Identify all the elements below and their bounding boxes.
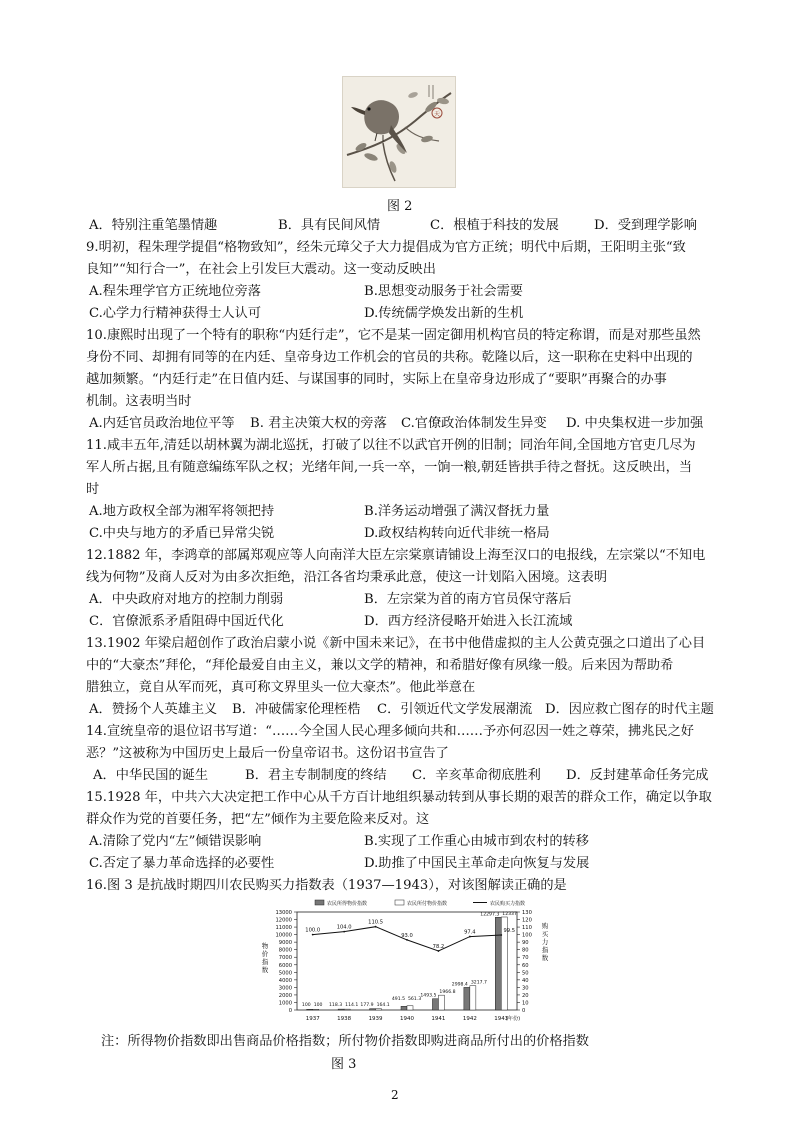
x-axis-tick-label: 1937 — [305, 1016, 320, 1022]
bar-label-paid: 12337 — [502, 911, 517, 917]
right-axis-tick-label: 100 — [522, 932, 532, 939]
question-13-stem-line-2: 中的“大豪杰”拜伦，“拜伦最爱自由主义，兼以文学的精神，和希腊好像有夙缘一般。后来因为帮助希 — [86, 658, 674, 673]
question-14-option-a: A．中华民国的诞生 — [93, 768, 209, 783]
line-point-purchasing-power — [469, 936, 471, 938]
right-axis-tick-label: 30 — [522, 985, 529, 992]
bar-paid-price-index — [438, 995, 444, 1010]
bar-received-price-index — [464, 987, 470, 1010]
question-12-stem-line-2: 线为何物”及商人反对为由多次拒绝，沿江各省均秉承此意，使这一计划陷入困境。这表明 — [86, 570, 608, 585]
line-point-label: 78.2 — [432, 944, 445, 951]
line-point-label: 99.5 — [503, 927, 516, 934]
right-axis-tick-label: 0 — [522, 1008, 526, 1014]
bird-on-branch-illustration — [343, 77, 455, 187]
right-axis-tick-label: 50 — [522, 970, 529, 977]
bar-received-price-index — [495, 917, 501, 1010]
question-10-stem-line-3: 越加频繁。“内廷行走”在日值内廷、与谋国事的同时，实际上在皇帝身边形成了“要职”再聚合的办事 — [86, 372, 667, 387]
right-axis-title-char: 力 — [541, 938, 549, 946]
question-9-stem-line-1: 9.明初，程朱理学提倡“格物致知”，经朱元璋父子大力提倡成为官方正统；明代中后期，王阳明主张“致 — [86, 240, 686, 255]
bar-paid-price-index — [376, 1009, 382, 1010]
right-axis-tick-label: 60 — [522, 962, 529, 969]
bar-label-received: 1493.5 — [420, 993, 437, 999]
legend-label-power: 农民购买力指数 — [490, 901, 526, 907]
question-12-option-c: C．官僚派系矛盾阻碍中国近代化 — [89, 614, 284, 629]
bar-received-price-index — [432, 999, 438, 1010]
question-13-stem-line-1: 13.1902 年梁启超创作了政治启蒙小说《新中国未来记》，在书中他借虚拟的主人公黄克强之口道出了心目 — [86, 636, 706, 651]
left-axis-tick-label: 2000 — [278, 992, 292, 999]
question-13-stem-line-3: 腊独立，竟自从军而死，真可称文界里头一位大豪杰”。他此举意在 — [86, 680, 476, 695]
question-15-option-c: C.否定了暴力革命选择的必要性 — [89, 856, 275, 871]
legend-swatch-received — [315, 900, 324, 905]
figure-3-chart — [255, 898, 555, 1026]
question-12-stem-line-1: 12.1882 年，李鸿章的部属郑观应等人向南洋大臣左宗棠禀请铺设上海至汉口的电报线，左宗棠以“不知电 — [86, 548, 706, 563]
question-15-stem-line-2: 群众作为党的首要任务，把“左”倾作为主要危险来反对。这 — [86, 812, 430, 827]
question-10-stem-line-4: 机制。这表明当时 — [86, 394, 192, 409]
question-14-stem-line-1: 14.宣统皇帝的退位诏书写道：“……今全国人民心理多倾向共和……予亦何忍因一姓之尊荣，拂兆民之好 — [86, 724, 694, 739]
left-axis-tick-label: 8000 — [278, 947, 292, 954]
left-axis-tick-label: 5000 — [278, 970, 292, 977]
right-axis-tick-label: 70 — [522, 955, 529, 962]
bar-label-paid: 1966.8 — [439, 990, 456, 996]
left-axis-title-char: 指 — [261, 958, 269, 966]
right-axis-title-char: 购 — [541, 922, 549, 930]
right-axis-tick-label: 90 — [522, 940, 529, 947]
bar-label-paid: 114.1 — [345, 1003, 359, 1008]
left-axis-tick-label: 4000 — [278, 977, 292, 984]
line-point-purchasing-power — [375, 926, 377, 928]
bar-paid-price-index — [407, 1006, 413, 1010]
left-axis-tick-label: 12000 — [275, 917, 292, 924]
right-axis-tick-label: 80 — [522, 947, 529, 954]
left-axis-tick-label: 9000 — [278, 940, 292, 947]
purchasing-power-chart-svg — [255, 898, 555, 1026]
left-axis-tick-label: 1000 — [278, 1000, 292, 1007]
left-axis-tick-label: 13000 — [275, 910, 292, 916]
left-axis-title-char: 数 — [261, 966, 269, 974]
left-axis-tick-label: 0 — [288, 1008, 292, 1014]
bar-label-received: 2998.4 — [451, 982, 468, 988]
right-axis-tick-label: 120 — [522, 917, 532, 924]
x-axis-tick-label: 1940 — [400, 1016, 414, 1022]
question-9-option-a: A.程朱理学官方正统地位旁落 — [89, 284, 261, 299]
question-13-option-a: A．赞扬个人英雄主义 — [89, 702, 218, 717]
question-14-option-b: B．君主专制制度的终结 — [245, 768, 387, 783]
bar-label-received: 177.9 — [360, 1003, 374, 1008]
left-axis-tick-label: 10000 — [275, 932, 292, 939]
bar-paid-price-index — [344, 1009, 350, 1010]
question-12-option-a: A．中央政府对地方的控制力削弱 — [89, 592, 284, 607]
right-axis-title-char: 数 — [541, 954, 549, 962]
line-point-label: 93.0 — [401, 932, 413, 939]
bar-label-received: 491.5 — [391, 997, 405, 1002]
left-axis-title-char: 物 — [261, 942, 269, 950]
x-axis-tick-label: 1938 — [337, 1016, 352, 1022]
bar-received-price-index — [401, 1006, 407, 1010]
question-11-option-c: C.中央与地方的矛盾已异常尖锐 — [89, 526, 275, 541]
question-12-option-d: D．西方经济侵略开始进入长江流域 — [364, 614, 573, 629]
line-point-purchasing-power — [406, 939, 408, 941]
x-axis-tick-label: 1943 — [494, 1016, 509, 1022]
question-9-option-c: C.心学力行精神获得士人认可 — [89, 306, 262, 321]
question-11-option-a: A.地方政权全部为湘军将领把持 — [89, 504, 275, 519]
question-15-option-a: A.清除了党内“左”倾错误影响 — [89, 834, 262, 849]
bird-painting-image — [342, 76, 456, 188]
bar-received-price-index — [370, 1009, 376, 1010]
bar-label-received: 100 — [301, 1003, 311, 1008]
question-10-option-a: A.内廷官员政治地位平等 — [89, 416, 235, 431]
x-axis-unit-label: (年份) — [505, 1016, 521, 1022]
question-9-stem-line-2: 良知”“知行合一”，在社会上引发巨大震动。这一变动反映出 — [86, 262, 436, 277]
bar-label-paid: 561.3 — [408, 997, 422, 1002]
question-11-option-b: B.洋务运动增强了满汉督抚力量 — [364, 504, 550, 519]
bar-received-price-index — [338, 1009, 344, 1010]
question-11-option-d: D.政权结构转向近代非统一格局 — [364, 526, 550, 541]
bar-label-received: 12297.3 — [480, 912, 500, 918]
legend-label-received: 农民所得物价指数 — [327, 901, 368, 907]
question-15-option-b: B.实现了工作重心由城市到农村的转移 — [364, 834, 589, 849]
painting-seal: 天 — [433, 111, 441, 118]
x-axis-tick-label: 1942 — [462, 1016, 477, 1022]
q8-option-a: A．特别注重笔墨情趣 — [89, 218, 218, 233]
right-axis-title-char: 指 — [541, 946, 549, 954]
question-13-option-d: D．因应救亡图存的时代主题 — [545, 702, 714, 717]
bar-label-paid: 3217.7 — [470, 980, 487, 986]
bar-received-price-index — [307, 1009, 313, 1010]
bar-label-paid: 100 — [313, 1003, 323, 1008]
q8-option-d: D．受到理学影响 — [594, 218, 697, 233]
question-14-option-d: D．反封建革命任务完成 — [566, 768, 709, 783]
line-point-label: 110.5 — [368, 919, 384, 926]
question-15-option-d: D.助推了中国民主革命走向恢复与发展 — [364, 856, 590, 871]
x-axis-tick-label: 1939 — [368, 1016, 383, 1022]
line-point-purchasing-power — [500, 934, 502, 936]
chart-plot-frame — [297, 912, 517, 1010]
question-9-option-b: B.思想变动服务于社会需要 — [364, 284, 523, 299]
question-11-stem-line-1: 11.咸丰五年,清廷以胡林翼为湖北巡抚，打破了以往不以武官开例的旧制；同治年间,全国地方官吏几尽为 — [86, 438, 696, 453]
line-point-label: 97.4 — [464, 929, 476, 936]
line-point-purchasing-power — [312, 934, 314, 936]
q8-option-b: B．具有民间风情 — [278, 218, 381, 233]
legend-swatch-paid — [395, 900, 404, 905]
question-10-option-b: B. 君主决策大权的旁落 — [250, 416, 387, 431]
figure-2-caption: 图 2 — [387, 199, 413, 214]
legend-label-paid: 农民所付物价指数 — [407, 901, 448, 907]
question-11-stem-line-3: 时 — [86, 482, 100, 497]
bar-label-received: 118.3 — [328, 1003, 343, 1008]
right-axis-tick-label: 110 — [522, 925, 532, 932]
figure-3-caption: 图 3 — [331, 1057, 357, 1072]
question-13-option-c: C．引领近代文学发展潮流 — [377, 702, 533, 717]
left-axis-tick-label: 11000 — [275, 925, 292, 932]
bar-paid-price-index — [313, 1009, 319, 1010]
figure-3-note: 注：所得物价指数即出售商品价格指数；所付物价指数即购进商品所付出的价格指数 — [101, 1034, 589, 1049]
line-point-label: 104.0 — [336, 924, 352, 931]
page-number: 2 — [391, 1088, 399, 1102]
question-10-stem-line-2: 身份不同、却拥有同等的在内廷、皇帝身边工作机会的官员的共称。乾隆以后，这一职称在史料中出现的 — [86, 350, 693, 365]
q8-option-c: C．根植于科技的发展 — [430, 218, 559, 233]
question-11-stem-line-2: 军人所占据,且有随意编练军队之权；光绪年间,一兵一卒，一饷一粮,朝廷皆拱手待之督抚。这反映出，当 — [86, 460, 693, 475]
question-13-option-b: B．冲破儒家伦理桎梏 — [232, 702, 361, 717]
right-axis-tick-label: 20 — [522, 992, 529, 999]
right-axis-tick-label: 10 — [522, 1000, 529, 1007]
left-axis-tick-label: 6000 — [278, 962, 292, 969]
right-axis-title-char: 买 — [541, 930, 549, 938]
question-9-option-d: D.传统儒学焕发出新的生机 — [364, 306, 524, 321]
left-axis-tick-label: 7000 — [278, 955, 292, 962]
question-10-option-d: D. 中央集权进一步加强 — [566, 416, 704, 431]
x-axis-tick-label: 1941 — [431, 1016, 446, 1022]
question-15-stem-line-1: 15.1928 年，中共六大决定把工作中心从千方百计地组织暴动转到从事长期的艰苦的群众工作，确定以争取 — [86, 790, 712, 805]
question-14-option-c: C．辛亥革命彻底胜利 — [412, 768, 541, 783]
right-axis-tick-label: 40 — [522, 977, 529, 984]
left-axis-tick-label: 3000 — [278, 985, 292, 992]
right-axis-tick-label: 130 — [522, 910, 532, 916]
bar-paid-price-index — [470, 986, 476, 1010]
line-point-purchasing-power — [438, 950, 440, 952]
question-10-option-c: C.官僚政治体制发生异变 — [401, 416, 547, 431]
question-12-option-b: B．左宗棠为首的南方官员保守落后 — [364, 592, 572, 607]
line-point-purchasing-power — [343, 931, 345, 933]
line-point-label: 100.0 — [305, 927, 321, 934]
question-10-stem-line-1: 10.康熙时出现了一个特有的职称“内廷行走”，它不是某一固定御用机构官员的特定称谓，而是对那些虽然 — [86, 328, 701, 343]
left-axis-title-char: 价 — [261, 950, 269, 958]
question-16-stem: 16.图 3 是抗战时期四川农民购买力指数表（1937—1943），对该图解读正确的是 — [86, 878, 567, 893]
question-14-stem-line-2: 恶？”这被称为中国历史上最后一份皇帝诏书。这份诏书宣告了 — [86, 746, 449, 761]
bar-label-paid: 164.1 — [376, 1003, 390, 1008]
